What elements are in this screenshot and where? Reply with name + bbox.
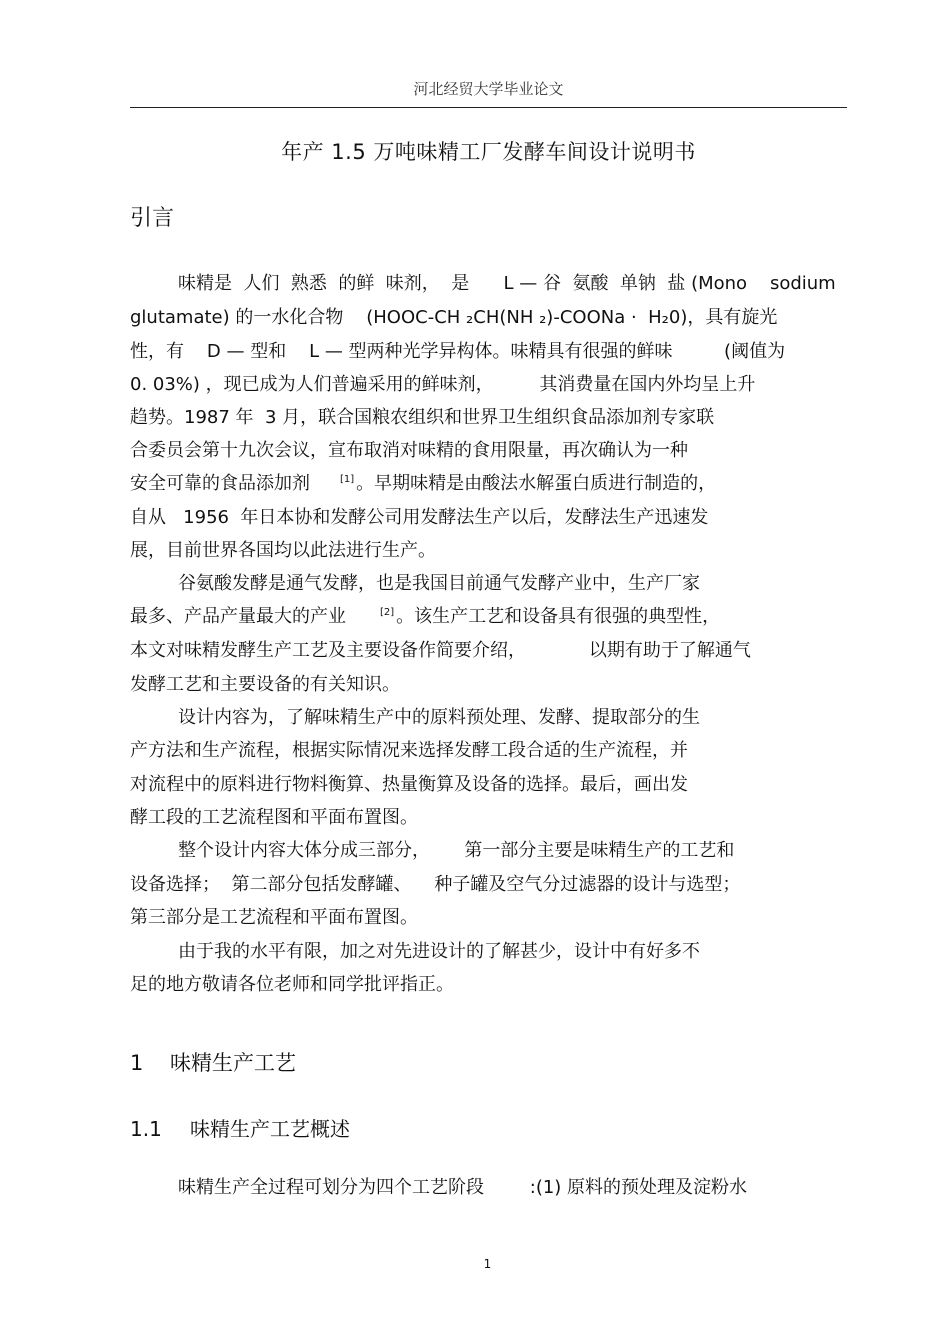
header-rule [130,107,847,108]
section-1-title: 味精生产工艺 [170,1051,296,1075]
p1-line-9: 展，目前世界各国均以此法进行生产。 [130,540,436,561]
p1-line-7-text: 安全可靠的食品添加剂 [130,473,310,494]
p5-line-2: 足的地方敬请各位老师和同学批评指正。 [130,974,454,995]
p4-line-3: 第三部分是工艺流程和平面布置图。 [130,907,418,928]
p4-line-1: 整个设计内容大体分成三部分， 第一部分主要是味精生产的工艺和 [178,840,735,861]
citation-1: [1] [340,474,355,485]
p1-line-1: 味精是 人们 熟悉 的鲜 味剂， 是 L — 谷 氨酸 单钠 盐 (Mono sodium [178,273,836,294]
p3-line-2: 产方法和生产流程，根据实际情况来选择发酵工段合适的生产流程，并 [130,740,688,761]
section-1-heading [130,1047,296,1077]
section-1-1-heading [130,1113,350,1142]
p1-line-5: 趋势。1987 年 3 月，联合国粮农组织和世界卫生组织食品添加剂专家联 [130,407,715,428]
document-title: 年产 1.5 万吨味精工厂发酵车间设计说明书 [281,140,696,164]
p3-line-1: 设计内容为，了解味精生产中的原料预处理、发酵、提取部分的生 [178,707,700,728]
p2-line-3: 本文对味精发酵生产工艺及主要设备作简要介绍， 以期有助于了解通气 [130,640,751,661]
p1-line-7-tail: 。早期味精是由酸法水解蛋白质进行制造的， [356,473,717,494]
p1-line-7 [130,475,716,493]
citation-2: [2] [380,607,395,618]
section-1-number: 1 [130,1051,144,1075]
page-number: 1 [483,1257,492,1271]
p1-line-2: glutamate) 的一水化合物 (HOOC-CH ₂CH(NH ₂)-COONa · H₂0)，具有旋光 [130,307,778,328]
p1-line-6: 合委员会第十九次会议，宣布取消对味精的食用限量，再次确认为一种 [130,440,688,461]
p2-line-2-text: 最多、产品产量最大的产业 [130,606,346,627]
p1-line-3: 性，有 D — 型和 L — 型两种光学异构体。味精具有很强的鲜味 (阈值为 [130,341,786,362]
running-header: 河北经贸大学毕业论文 [413,80,564,98]
p3-line-3: 对流程中的原料进行物料衡算、热量衡算及设备的选择。最后，画出发 [130,774,688,795]
p2-line-4: 发酵工艺和主要设备的有关知识。 [130,674,400,695]
p5-line-1: 由于我的水平有限，加之对先进设计的了解甚少，设计中有好多不 [178,941,700,962]
p2-line-1: 谷氨酸发酵是通气发酵，也是我国目前通气发酵产业中，生产厂家 [178,573,700,594]
p3-line-4: 酵工段的工艺流程图和平面布置图。 [130,807,418,828]
section-1-1-number: 1.1 [130,1117,162,1141]
p2-line-2-tail: 。该生产工艺和设备具有很强的典型性， [396,606,721,627]
p1-line-4: 0. 03%) ，现已成为人们普遍采用的鲜味剂， 其消费量在国内外均呈上升 [130,374,756,395]
p4-line-2: 设备选择； 第二部分包括发酵罐、 种子罐及空气分过滤器的设计与选型； [130,874,741,895]
p6-line-1: 味精生产全过程可划分为四个工艺阶段 :(1) 原料的预处理及淀粉水 [178,1177,748,1198]
intro-heading: 引言 [130,206,175,231]
p1-line-8: 自从 1956 年日本协和发酵公司用发酵法生产以后，发酵法生产迅速发 [130,507,709,528]
section-1-1-title: 味精生产工艺概述 [190,1117,350,1141]
p2-line-2 [130,608,720,626]
